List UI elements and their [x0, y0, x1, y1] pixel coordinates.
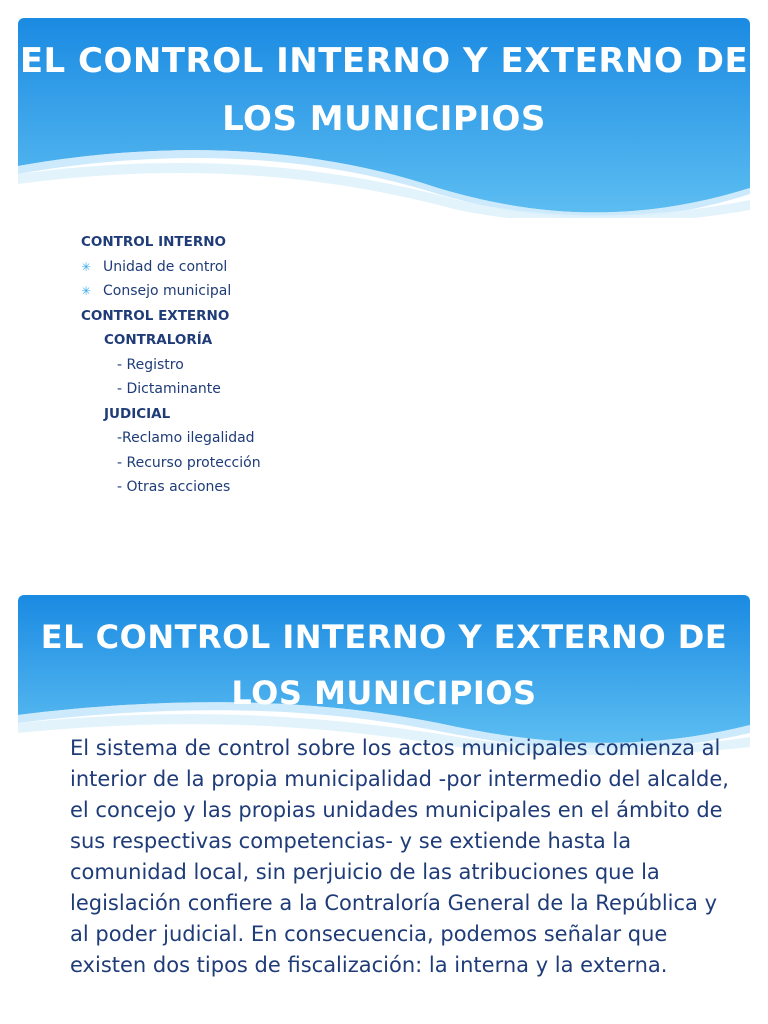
list-item: ✳ Unidad de control	[81, 255, 261, 280]
list-item: -Reclamo ilegalidad	[117, 430, 255, 446]
heading-control-externo: CONTROL EXTERNO	[81, 307, 230, 324]
asterisk-bullet-icon: ✳	[81, 259, 92, 274]
heading-control-interno: CONTROL INTERNO	[81, 234, 226, 250]
slide-1	[18, 18, 750, 538]
asterisk-bullet-icon: ✳	[81, 284, 92, 298]
list-item: - Registro	[117, 356, 184, 373]
list-item: - Dictaminante	[117, 381, 221, 397]
heading-judicial: JUDICIAL	[104, 405, 171, 422]
list-item: ✳ Consejo municipal	[81, 279, 261, 304]
list-item: - Recurso protección	[117, 454, 261, 471]
list-item: - Otras acciones	[117, 479, 231, 495]
slide-2	[18, 595, 750, 1024]
control-outline	[81, 230, 261, 500]
slide-paragraph: El sistema de control sobre los actos municipales comienza al interior de la propia municipalidad -por intermedio del alcalde, el concejo y las propias unidades municipales en el ámbito de sus respectivas competencias- y se extiende hasta la comunidad local, sin perjuicio de las atribuciones que la legislación confiere a la Contraloría General de la República y al poder judicial. En consecuencia, podemos señalar que existen dos tipos de fiscalización: la interna y la externa.	[70, 736, 729, 977]
slide-title: EL CONTROL INTERNO Y EXTERNO DE LOS MUNICIPIOS	[40, 618, 728, 712]
slide-title: EL CONTROL INTERNO Y EXTERNO DE LOS MUNICIPIOS	[19, 41, 749, 139]
heading-contraloria: CONTRALORÍA	[104, 332, 213, 348]
